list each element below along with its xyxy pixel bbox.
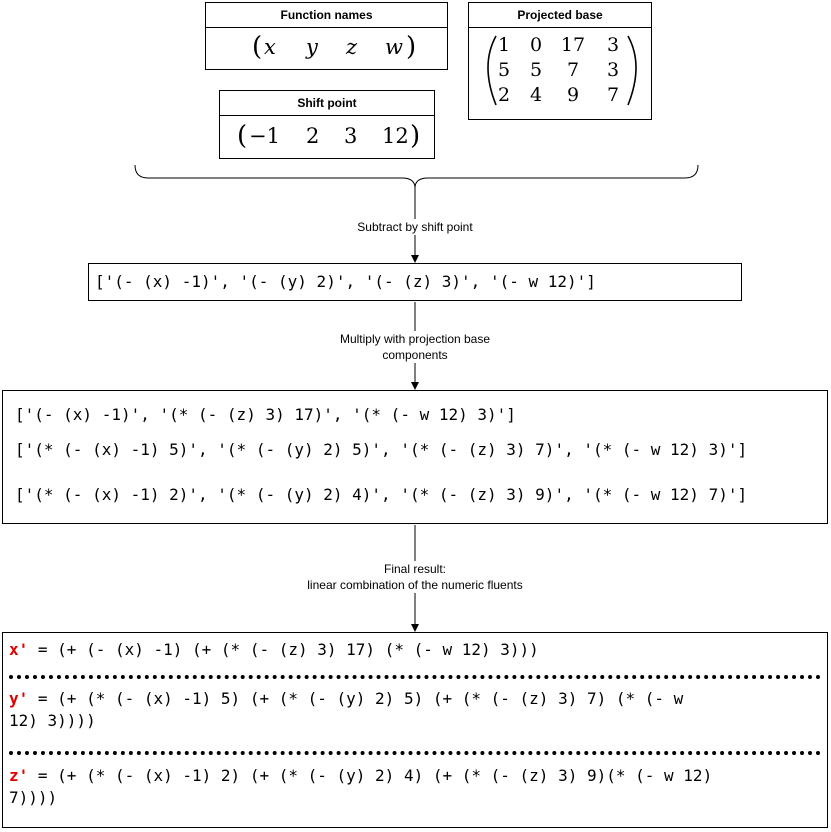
grouping-brace bbox=[135, 165, 698, 188]
separator bbox=[9, 751, 821, 755]
shift-point-box bbox=[219, 90, 435, 159]
final-step-label bbox=[255, 561, 575, 593]
symbol-y: y bbox=[306, 35, 318, 59]
matrix-cell: 0 bbox=[529, 34, 543, 56]
final-label-line2: linear combination of the numeric fluents bbox=[307, 578, 523, 592]
result-y-expression: = (+ (* (- (x) -1) 5) (+ (* (- (y) 2) 5) (+ (* (- (z) 3) 7) (* (- w bbox=[28, 689, 684, 708]
matrix-cell: 7 bbox=[566, 59, 580, 81]
shift-value: 12 bbox=[382, 124, 409, 148]
result-z-continued: 7)))) bbox=[9, 788, 58, 807]
result-box bbox=[2, 632, 828, 828]
right-paren: ) bbox=[406, 32, 417, 62]
result-x bbox=[9, 639, 539, 661]
shift-value: 3 bbox=[344, 124, 358, 148]
result-z-expression: = (+ (* (- (x) -1) 2) (+ (* (- (y) 2) 4) (+ (* (- (z) 3) 9)(* (- w 12) bbox=[28, 766, 713, 785]
matrix-cell: 5 bbox=[529, 59, 543, 81]
result-y-continued: 12) 3)))) bbox=[9, 711, 96, 730]
multiply-step-label bbox=[300, 331, 530, 363]
projected-base-matrix bbox=[469, 34, 653, 114]
result-y-name: y' bbox=[9, 689, 29, 708]
symbol-w: w bbox=[385, 35, 403, 59]
subtract-step-label: Subtract by shift point bbox=[310, 219, 520, 235]
shift-value: 2 bbox=[306, 124, 320, 148]
function-names-title: Function names bbox=[206, 3, 447, 28]
projected-base-title: Projected base bbox=[469, 3, 651, 28]
subtracted-expression: ['(- (x) -1)', '(- (y) 2)', '(- (z) 3)', '(- w 12)'] bbox=[95, 272, 596, 291]
matrix-cell: 4 bbox=[529, 84, 543, 106]
symbol-x: x bbox=[264, 35, 276, 59]
shift-value: −1 bbox=[249, 124, 280, 148]
result-x-expression: = (+ (- (x) -1) (+ (* (- (z) 3) 17) (* (- w 12) 3))) bbox=[28, 640, 539, 659]
matrix-cell: 3 bbox=[606, 59, 620, 81]
multiply-label-line2: components bbox=[382, 348, 448, 362]
multiplied-box bbox=[2, 390, 828, 524]
multiply-label-line1: Multiply with projection base bbox=[339, 332, 491, 346]
function-names-box bbox=[205, 2, 448, 70]
left-paren: ( bbox=[237, 121, 248, 151]
result-y bbox=[9, 688, 683, 710]
final-label-line1: Final result: bbox=[383, 562, 447, 576]
result-x-name: x' bbox=[9, 640, 29, 659]
left-paren: ( bbox=[252, 32, 263, 62]
right-paren: ) bbox=[410, 121, 421, 151]
matrix-cell: 1 bbox=[497, 34, 511, 56]
multiplied-row: ['(- (x) -1)', '(* (- (z) 3) 17)', '(* (- w 12) 3)'] bbox=[15, 405, 516, 424]
matrix-cell: 9 bbox=[566, 84, 580, 106]
symbol-z: z bbox=[346, 35, 358, 59]
multiplied-row: ['(* (- (x) -1) 2)', '(* (- (y) 2) 4)', '(* (- (z) 3) 9)', '(* (- w 12) 7)'] bbox=[15, 485, 748, 504]
shift-point-title: Shift point bbox=[220, 91, 434, 116]
separator bbox=[9, 675, 821, 679]
matrix-cell: 5 bbox=[497, 59, 511, 81]
matrix-cell: 17 bbox=[560, 34, 586, 56]
result-z bbox=[9, 765, 712, 787]
subtracted-box bbox=[88, 263, 742, 301]
multiplied-row: ['(* (- (x) -1) 5)', '(* (- (y) 2) 5)', '(* (- (z) 3) 7)', '(* (- w 12) 3)'] bbox=[15, 440, 748, 459]
projected-base-box bbox=[468, 2, 652, 120]
result-z-name: z' bbox=[9, 766, 29, 785]
shift-point-vector bbox=[220, 121, 434, 154]
matrix-cell: 7 bbox=[606, 84, 620, 106]
function-names-vector bbox=[206, 32, 447, 65]
matrix-cell: 2 bbox=[497, 84, 511, 106]
matrix-cell: 3 bbox=[606, 34, 620, 56]
